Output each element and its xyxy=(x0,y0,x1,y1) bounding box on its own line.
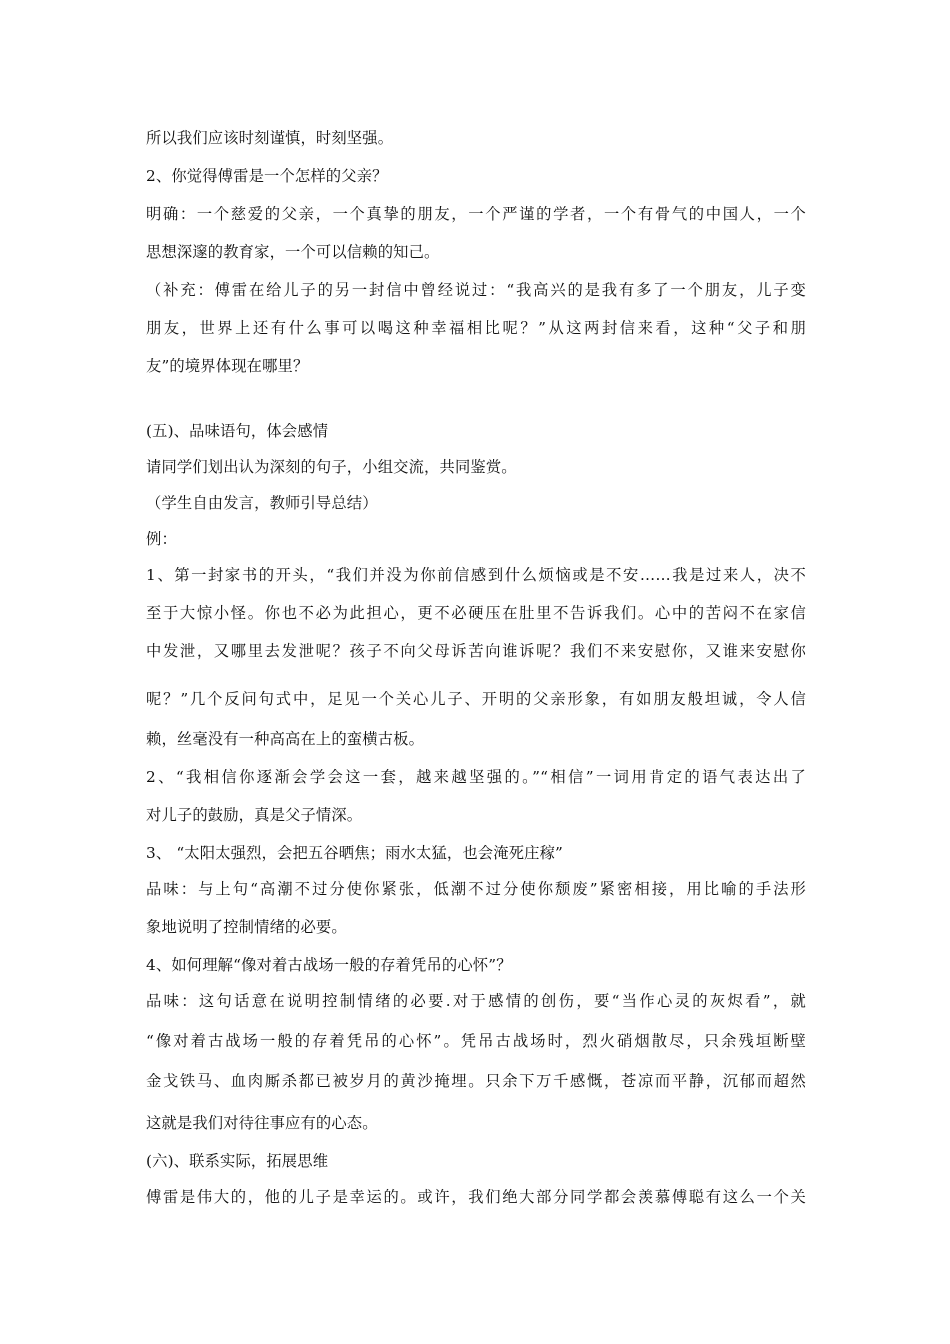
text-line: 明确：一个慈爱的父亲，一个真挚的朋友，一个严谨的学者，一个有骨气的中国人，一个 xyxy=(146,205,806,223)
text-line: 品味：与上句“高潮不过分使你紧张，低潮不过分使你颓废”紧密相接，用比喻的手法形 xyxy=(146,880,806,898)
text-line: 赖，丝毫没有一种高高在上的蛮横古板。 xyxy=(146,730,425,748)
text-line: 请同学们划出认为深刻的句子，小组交流，共同鉴赏。 xyxy=(146,458,517,476)
text-line: 2、“我相信你逐渐会学会这一套，越来越坚强的。”“相信”一词用肯定的语气表达出了 xyxy=(146,768,806,786)
text-line: 中发泄，又哪里去发泄呢？孩子不向父母诉苦向谁诉呢？我们不来安慰你，又谁来安慰你 xyxy=(146,642,806,660)
question-heading: 2、你觉得傅雷是一个怎样的父亲？ xyxy=(146,167,388,185)
section-heading: (五)、品味语句，体会感情 xyxy=(146,422,329,440)
text-line: 3、 “太阳太强烈，会把五谷晒焦；雨水太猛，也会淹死庄稼” xyxy=(146,844,564,862)
text-line: 思想深邃的教育家，一个可以信赖的知己。 xyxy=(146,243,440,261)
question-heading: 4、如何理解“像对着古战场一般的存着凭吊的心怀”？ xyxy=(146,956,512,974)
text-line: 呢？”几个反问句式中，足见一个关心儿子、开明的父亲形象，有如朋友般坦诚，令人信 xyxy=(146,690,806,708)
text-line: 友”的境界体现在哪里？ xyxy=(146,357,309,375)
text-line: 这就是我们对待往事应有的心态。 xyxy=(146,1114,378,1132)
text-line: （学生自由发言，教师引导总结） xyxy=(146,494,378,512)
text-line: 金戈铁马、血肉厮杀都已被岁月的黄沙掩埋。只余下万千感慨，苍凉而平静，沉郁而超然 xyxy=(146,1072,806,1090)
text-line: 对儿子的鼓励，真是父子情深。 xyxy=(146,806,363,824)
text-line: 品味：这句话意在说明控制情绪的必要.对于感情的创伤，要“当作心灵的灰烬看”，就 xyxy=(146,992,806,1010)
text-line: 象地说明了控制情绪的必要。 xyxy=(146,918,347,936)
text-line: （补充：傅雷在给儿子的另一封信中曾经说过：“我高兴的是我有多了一个朋友，儿子变 xyxy=(146,281,806,299)
text-line: 至于大惊小怪。你也不必为此担心，更不必硬压在肚里不告诉我们。心中的苦闷不在家信 xyxy=(146,604,806,622)
section-heading: (六)、联系实际，拓展思维 xyxy=(146,1152,329,1170)
text-line: 傅雷是伟大的，他的儿子是幸运的。或许，我们绝大部分同学都会羡慕傅聪有这么一个关 xyxy=(146,1188,806,1206)
text-line: 所以我们应该时刻谨慎，时刻坚强。 xyxy=(146,129,394,147)
text-line: 例： xyxy=(146,530,177,548)
text-line: 朋友，世界上还有什么事可以喝这种幸福相比呢？”从这两封信来看，这种“父子和朋 xyxy=(146,319,806,337)
text-line: 1、第一封家书的开头，“我们并没为你前信感到什么烦恼或是不安……我是过来人，决不 xyxy=(146,566,806,584)
text-line: “像对着古战场一般的存着凭吊的心怀”。凭吊古战场时，烈火硝烟散尽，只余残垣断壁 xyxy=(146,1032,806,1050)
